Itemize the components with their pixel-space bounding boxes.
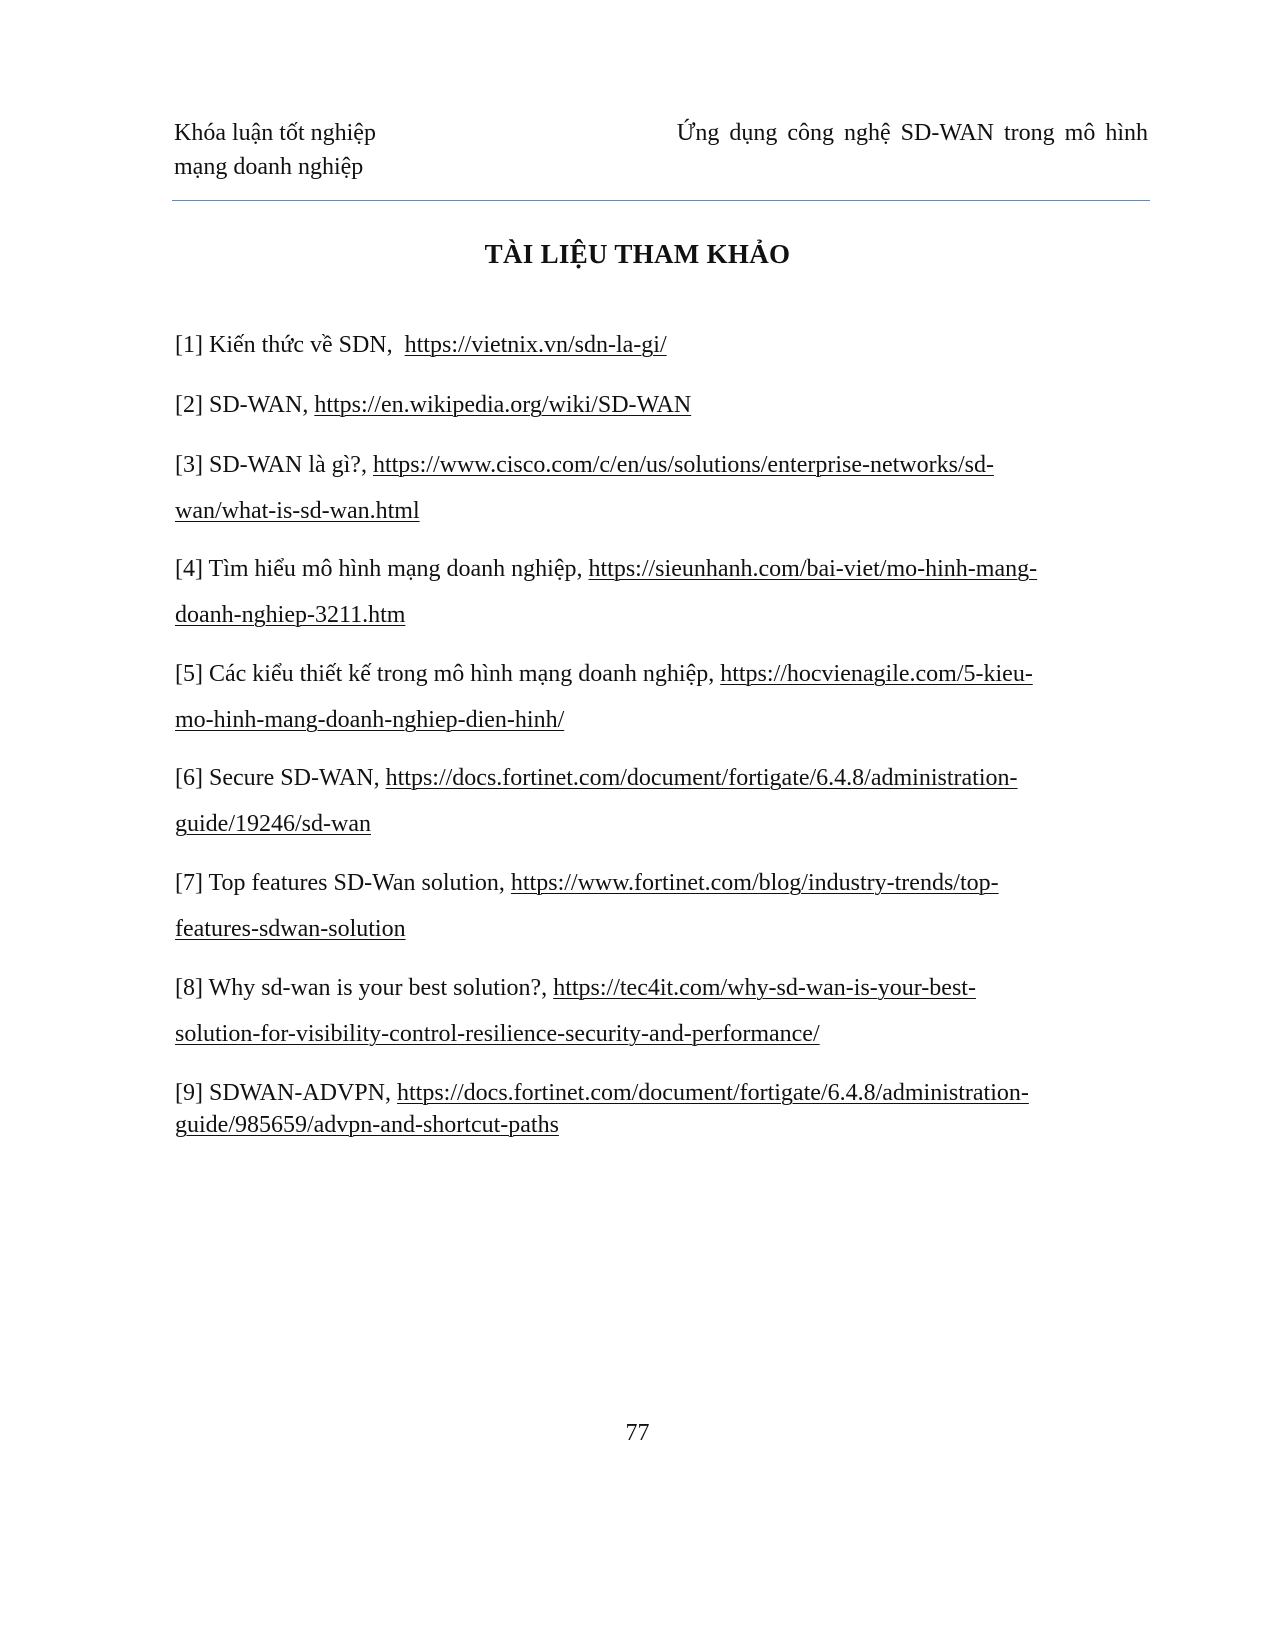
reference-label: [2] SD-WAN, xyxy=(175,392,309,418)
reference-link-continued[interactable]: guide/985659/advpn-and-shortcut-paths xyxy=(175,1112,559,1138)
reference-line xyxy=(175,488,1150,534)
reference-label: [6] Secure SD-WAN, xyxy=(175,765,380,791)
header-thesis-title-continued: mạng doanh nghiệp xyxy=(174,154,364,180)
page-title: TÀI LIỆU THAM KHẢO xyxy=(484,239,791,269)
reference-line xyxy=(175,442,1150,488)
reference-link[interactable]: https://www.cisco.com/c/en/us/solutions/enterprise-networks/sd- xyxy=(372,452,994,478)
reference-link-continued[interactable]: mo-hinh-mang-doanh-nghiep-dien-hinh/ xyxy=(175,707,565,733)
reference-line xyxy=(175,860,1150,906)
reference-item-6 xyxy=(175,755,1150,847)
reference-link[interactable]: https://sieunhanh.com/bai-viet/mo-hinh-mang- xyxy=(588,556,1038,582)
reference-link[interactable]: https://docs.fortinet.com/document/fortigate/6.4.8/administration- xyxy=(397,1080,1029,1106)
reference-label: [1] Kiến thức về SDN, xyxy=(175,332,393,358)
reference-link[interactable]: https://en.wikipedia.org/wiki/SD-WAN xyxy=(314,392,692,418)
reference-item-8 xyxy=(175,965,1150,1057)
reference-line xyxy=(175,697,1150,743)
reference-item-4 xyxy=(175,546,1150,638)
reference-link-continued[interactable]: wan/what-is-sd-wan.html xyxy=(175,498,420,524)
reference-label: [3] SD-WAN là gì?, xyxy=(175,452,367,478)
reference-label: [4] Tìm hiểu mô hình mạng doanh nghiệp, xyxy=(175,556,583,582)
reference-item-1 xyxy=(175,322,1150,368)
reference-line xyxy=(175,1077,1150,1109)
reference-link[interactable]: https://www.fortinet.com/blog/industry-trends/top- xyxy=(510,870,999,896)
reference-line xyxy=(175,906,1150,952)
reference-line xyxy=(175,546,1150,592)
reference-link[interactable]: https://hocvienagile.com/5-kieu- xyxy=(720,661,1033,687)
reference-link-continued[interactable]: solution-for-visibility-control-resilience-security-and-performance/ xyxy=(175,1021,820,1047)
reference-line xyxy=(175,322,1150,368)
reference-label: [7] Top features SD-Wan solution, xyxy=(175,870,505,896)
reference-line xyxy=(175,651,1150,697)
reference-line xyxy=(175,755,1150,801)
reference-item-3 xyxy=(175,442,1150,534)
reference-link-continued[interactable]: guide/19246/sd-wan xyxy=(175,811,371,837)
reference-label: [8] Why sd-wan is your best solution?, xyxy=(175,975,548,1001)
reference-label: [5] Các kiểu thiết kế trong mô hình mạng doanh nghiệp, xyxy=(175,661,715,687)
header-thesis-title: Ứng dụng công nghệ SD-WAN trong mô hình xyxy=(676,120,1148,146)
reference-link[interactable]: https://tec4it.com/why-sd-wan-is-your-best- xyxy=(553,975,976,1001)
header-thesis-label: Khóa luận tốt nghiệp xyxy=(174,120,376,146)
reference-line xyxy=(175,801,1150,847)
reference-item-9 xyxy=(175,1070,1150,1141)
reference-label: [9] SDWAN-ADVPN, xyxy=(175,1080,391,1106)
reference-line xyxy=(175,965,1150,1011)
reference-item-2 xyxy=(175,382,1150,428)
reference-link-continued[interactable]: doanh-nghiep-3211.htm xyxy=(175,602,406,628)
reference-line xyxy=(175,592,1150,638)
reference-line xyxy=(175,1011,1150,1057)
reference-link[interactable]: https://vietnix.vn/sdn-la-gi/ xyxy=(404,332,667,358)
reference-link-continued[interactable]: features-sdwan-solution xyxy=(175,916,406,942)
page-number: 77 xyxy=(625,1420,650,1446)
reference-item-5 xyxy=(175,651,1150,743)
reference-line xyxy=(175,382,1150,428)
reference-line xyxy=(175,1109,1150,1141)
reference-item-7 xyxy=(175,860,1150,952)
reference-link[interactable]: https://docs.fortinet.com/document/fortigate/6.4.8/administration- xyxy=(385,765,1018,791)
header-divider xyxy=(172,200,1150,201)
